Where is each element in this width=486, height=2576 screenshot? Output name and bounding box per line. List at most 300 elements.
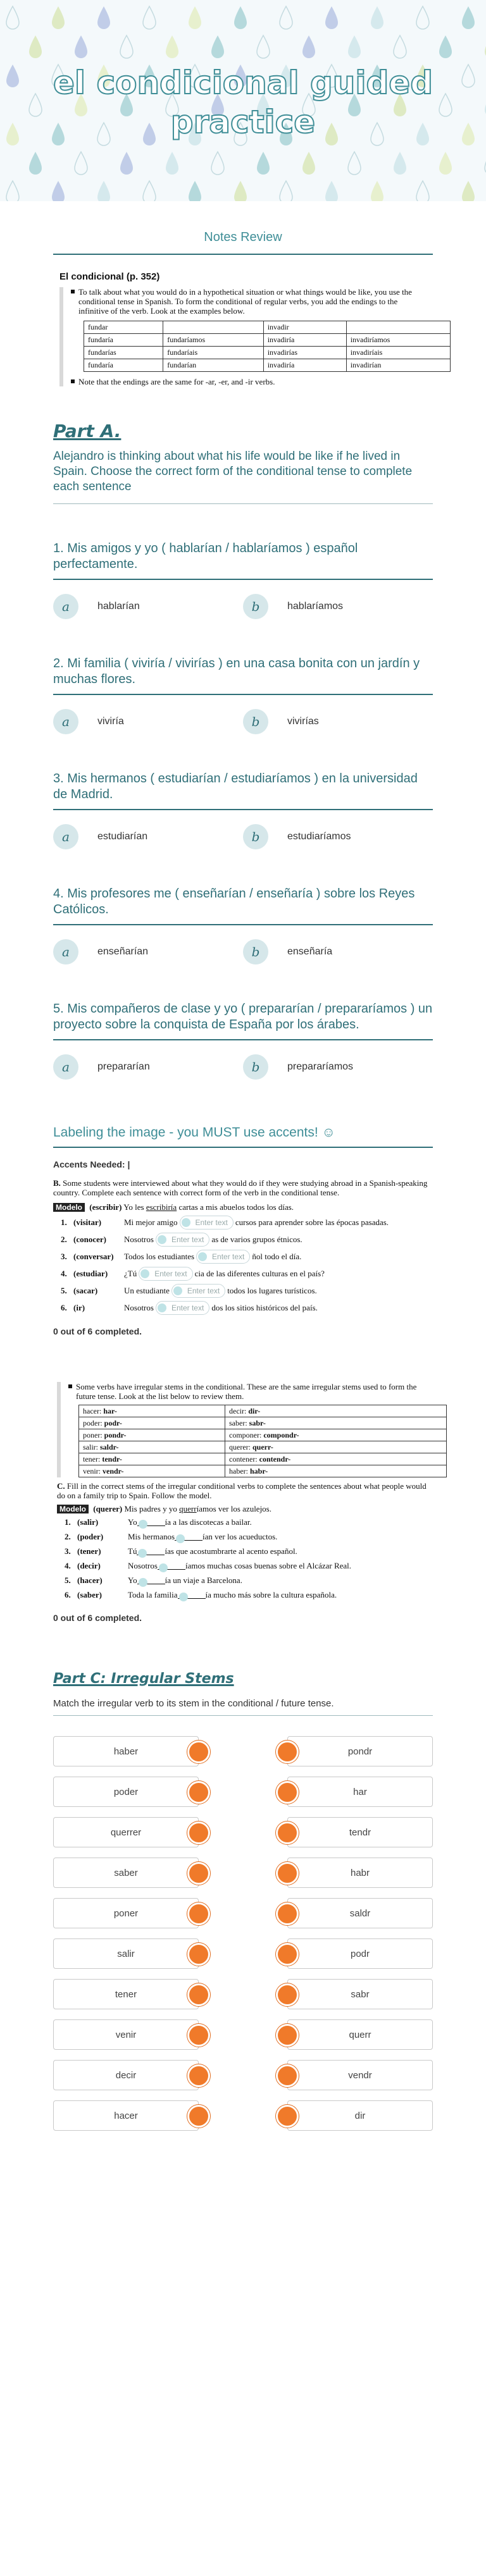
page-title: el condicional guided practice xyxy=(53,65,433,140)
match-source[interactable] xyxy=(53,2019,199,2050)
exercise-item xyxy=(53,1233,433,1247)
table-cell: fundarías xyxy=(84,347,163,359)
drop-handle[interactable] xyxy=(276,2024,299,2047)
exercise-item xyxy=(57,1531,433,1543)
drag-handle[interactable] xyxy=(187,2064,210,2087)
raindrop-shape xyxy=(394,35,406,58)
drop-handle[interactable] xyxy=(276,1983,299,2006)
option-label: prepararían xyxy=(97,1061,150,1072)
modelo-post: íamos ver los azulejos. xyxy=(196,1504,271,1513)
notes-heading: El condicional (p. 352) xyxy=(59,271,160,282)
raindrop-shape xyxy=(348,152,361,175)
modelo-badge: Modelo xyxy=(53,1203,85,1212)
answer-blank[interactable] xyxy=(137,1519,165,1526)
notes-bullet: To talk about what you would do in a hypothetical situation or what things would be like, you use the conditional tense in Spanish. To form the conditional of regular verbs, you add the endings to the infinitive of the verb. Look at the examples below. xyxy=(67,287,427,316)
match-label: dir xyxy=(354,2110,366,2121)
notes-section xyxy=(53,201,433,2174)
verb-stem: querr- xyxy=(252,1442,273,1451)
answer-option-b[interactable] xyxy=(243,939,433,964)
table-cell: fundarían xyxy=(163,359,263,372)
raindrop-shape xyxy=(52,6,65,29)
item-number: 6. xyxy=(65,1590,71,1599)
notes-image xyxy=(53,271,433,386)
item-pre: Yo xyxy=(128,1575,137,1585)
raindrop-shape xyxy=(29,152,42,175)
option-letter-a: a xyxy=(53,939,78,964)
item-number: 5. xyxy=(65,1575,71,1585)
irregular-stems-table xyxy=(78,1405,447,1477)
drop-handle[interactable] xyxy=(276,2064,299,2087)
item-verb: (visitar) xyxy=(73,1217,102,1227)
part-c-heading: Part C: Irregular Stems xyxy=(53,1671,234,1687)
drag-handle[interactable] xyxy=(187,1781,210,1804)
raindrop-shape xyxy=(325,6,338,29)
match-label: decir xyxy=(115,2069,137,2081)
raindrop-shape xyxy=(189,181,201,201)
input-placeholder: Enter text xyxy=(212,1252,245,1261)
question-block xyxy=(53,1001,433,1080)
answer-option-a[interactable] xyxy=(53,709,243,734)
table-row xyxy=(79,1465,447,1477)
drop-handle[interactable] xyxy=(276,1741,299,1763)
part-c-description: Match the irregular verb to its stem in the conditional / future tense. xyxy=(53,1698,433,1716)
instruction-text: Some students were interviewed about what they would do if they were studying abroad in a Spanish-speaking country. Complete each sentence with correct form of the verb in the conditional tense. xyxy=(53,1178,428,1197)
item-post: dos los sitios históricos del país. xyxy=(211,1303,318,1312)
option-label: estudiarían xyxy=(97,831,148,842)
raindrop-shape xyxy=(280,6,292,29)
raindrop-shape xyxy=(325,181,338,201)
item-post: ñol todo el día. xyxy=(252,1252,302,1261)
match-row xyxy=(53,1933,433,1974)
exercise-item xyxy=(53,1267,433,1281)
match-row xyxy=(53,1852,433,1893)
item-number: 6. xyxy=(61,1303,67,1312)
answer-option-b[interactable] xyxy=(243,1054,433,1080)
raindrop-shape xyxy=(52,181,65,201)
item-number: 3. xyxy=(61,1252,67,1261)
option-label: prepararíamos xyxy=(287,1061,354,1072)
match-label: podr xyxy=(350,1948,370,1959)
verb-name: tener: xyxy=(83,1454,103,1464)
drag-handle[interactable] xyxy=(187,1821,210,1844)
raindrop-shape xyxy=(439,152,452,175)
match-source[interactable] xyxy=(53,1817,199,1847)
option-label: hablarían xyxy=(97,601,140,612)
verb-stem: har- xyxy=(103,1406,117,1415)
table-cell: invadiríamos xyxy=(346,334,450,347)
raindrop-shape xyxy=(75,35,87,58)
option-label: estudiaríamos xyxy=(287,831,351,842)
option-label: hablaríamos xyxy=(287,601,344,612)
match-label: querr xyxy=(349,2029,371,2040)
modelo-row xyxy=(57,1504,433,1514)
question-text: 2. Mi familia ( viviría / vivirías ) en una casa bonita con un jardín y muchas flores. xyxy=(53,656,433,695)
table-row xyxy=(79,1429,447,1441)
match-row xyxy=(53,1812,433,1852)
answer-options xyxy=(53,939,433,964)
table-cell: fundaría xyxy=(84,359,163,372)
item-verb: (poder) xyxy=(77,1532,104,1541)
label-marker-icon xyxy=(158,1303,166,1312)
raindrop-shape xyxy=(6,181,19,201)
table-row xyxy=(84,334,451,347)
match-target[interactable] xyxy=(287,1898,433,1928)
verb-name: haber: xyxy=(229,1466,250,1476)
match-target[interactable] xyxy=(287,1777,433,1807)
answer-options xyxy=(53,1054,433,1080)
match-label: poder xyxy=(113,1786,139,1797)
table-cell: invadir xyxy=(263,321,346,334)
answer-input[interactable] xyxy=(196,1250,250,1264)
answer-option-a[interactable] xyxy=(53,594,243,619)
verb-name: saber: xyxy=(229,1418,249,1427)
label-marker-icon xyxy=(176,1534,185,1543)
answer-input[interactable] xyxy=(139,1267,192,1281)
verb-stem: saldr- xyxy=(100,1442,119,1451)
drop-handle[interactable] xyxy=(276,2105,299,2128)
match-source[interactable] xyxy=(53,1979,199,2009)
answer-blank[interactable] xyxy=(137,1577,165,1584)
question-block xyxy=(53,886,433,964)
match-source[interactable] xyxy=(53,1736,199,1766)
raindrop-shape xyxy=(189,6,201,29)
raindrop-shape xyxy=(120,152,133,175)
item-post: íamos muchas cosas buenas sobre el Alcázar Real. xyxy=(185,1561,352,1570)
table-cell xyxy=(79,1405,225,1417)
match-target[interactable] xyxy=(287,2019,433,2050)
answer-blank[interactable] xyxy=(178,1591,206,1599)
item-post: cia de las diferentes culturas en el país? xyxy=(194,1269,325,1278)
exercise-item xyxy=(53,1301,433,1315)
instruction-text: Fill in the correct stems of the irregular conditional verbs to complete the sentences about what people would do on a family trip to Spain. Follow the model. xyxy=(57,1481,427,1500)
drag-handle[interactable] xyxy=(187,1862,210,1885)
question-list xyxy=(53,541,433,1080)
label-marker-icon xyxy=(182,1218,190,1227)
match-source[interactable] xyxy=(53,1777,199,1807)
item-pre: Mis hermanos xyxy=(128,1532,175,1541)
raindrop-shape xyxy=(302,35,315,58)
table-cell xyxy=(79,1465,225,1477)
table-cell: fundar xyxy=(84,321,163,334)
notes-bullet: Note that the endings are the same for -ar, -er, and -ir verbs. xyxy=(67,377,427,386)
match-row xyxy=(53,2055,433,2095)
table-cell: invadiríais xyxy=(346,347,450,359)
question-text: 3. Mis hermanos ( estudiarían / estudiaríamos ) en la universidad de Madrid. xyxy=(53,771,433,810)
match-source[interactable] xyxy=(53,1898,199,1928)
modelo-verb: (escribir) xyxy=(89,1202,122,1212)
item-number: 4. xyxy=(65,1561,71,1570)
option-letter-b: b xyxy=(243,594,268,619)
option-label: vivirías xyxy=(287,716,319,727)
answer-blank[interactable] xyxy=(137,1548,165,1555)
verb-name: hacer: xyxy=(83,1406,104,1415)
matching-area xyxy=(53,1731,433,2174)
item-number: 2. xyxy=(65,1532,71,1541)
answer-input[interactable] xyxy=(180,1216,234,1229)
match-label: tener xyxy=(115,1988,137,2000)
question-text: 4. Mis profesores me ( enseñarían / enseñaría ) sobre los Reyes Católicos. xyxy=(53,886,433,925)
drag-handle[interactable] xyxy=(187,1943,210,1966)
label-marker-icon xyxy=(179,1593,188,1601)
table-cell xyxy=(225,1405,447,1417)
label-marker-icon xyxy=(139,1520,147,1529)
completed-count-b: 0 out of 6 completed. xyxy=(53,1326,142,1336)
table-row xyxy=(84,347,451,359)
item-post: ías que acostumbrarte al acento español. xyxy=(165,1546,297,1556)
drag-handle[interactable] xyxy=(187,2105,210,2128)
table-cell xyxy=(79,1417,225,1429)
verb-name: componer: xyxy=(229,1430,264,1439)
drag-handle[interactable] xyxy=(187,2024,210,2047)
modelo-row xyxy=(53,1202,433,1212)
table-cell xyxy=(225,1417,447,1429)
match-label: har xyxy=(353,1786,367,1797)
match-target[interactable] xyxy=(287,1817,433,1847)
match-label: querrer xyxy=(110,1827,142,1838)
label-marker-icon xyxy=(139,1578,147,1587)
match-target[interactable] xyxy=(287,1858,433,1888)
answer-option-a[interactable] xyxy=(53,824,243,849)
answer-input[interactable] xyxy=(171,1284,225,1298)
question-block xyxy=(53,541,433,619)
item-post: cursos para aprender sobre las épocas pasadas. xyxy=(235,1217,389,1227)
exercise-item xyxy=(53,1250,433,1264)
match-label: haber xyxy=(113,1746,139,1757)
verb-name: decir: xyxy=(229,1406,249,1415)
answer-option-b[interactable] xyxy=(243,594,433,619)
item-pre: Yo xyxy=(128,1517,137,1527)
label-marker-icon xyxy=(138,1549,147,1558)
match-row xyxy=(53,2095,433,2136)
item-pre: Mi mejor amigo xyxy=(124,1217,178,1227)
labeling-image-b xyxy=(53,1178,433,1315)
label-marker-icon xyxy=(140,1269,149,1278)
verb-stem: contendr- xyxy=(259,1454,291,1464)
accents-value: | xyxy=(127,1159,130,1169)
answer-option-a[interactable] xyxy=(53,1054,243,1080)
match-label: pondr xyxy=(347,1746,373,1757)
item-number: 1. xyxy=(65,1517,71,1527)
match-source[interactable] xyxy=(53,1938,199,1969)
item-verb: (tener) xyxy=(77,1546,101,1556)
match-row xyxy=(53,1893,433,1933)
table-row xyxy=(79,1441,447,1453)
part-a-description: Alejandro is thinking about what his life would be like if he lived in Spain. Choose the correct form of the conditional tense to complete each sentence xyxy=(53,449,433,504)
input-placeholder: Enter text xyxy=(154,1269,187,1278)
item-verb: (salir) xyxy=(77,1517,99,1527)
question-block xyxy=(53,656,433,734)
table-cell: fundaríais xyxy=(163,347,263,359)
input-placeholder: Enter text xyxy=(171,1303,204,1312)
item-post: ía mucho más sobre la cultura española. xyxy=(205,1590,337,1599)
label-marker-icon xyxy=(198,1252,207,1261)
modelo-badge: Modelo xyxy=(57,1505,89,1513)
answer-options xyxy=(53,709,433,734)
drop-handle[interactable] xyxy=(276,1781,299,1804)
match-source[interactable] xyxy=(53,1858,199,1888)
match-label: venir xyxy=(115,2029,137,2040)
verb-stem: tendr- xyxy=(102,1454,122,1464)
drop-handle[interactable] xyxy=(276,1862,299,1885)
raindrop-shape xyxy=(348,35,361,58)
option-label: enseñaría xyxy=(287,946,333,957)
match-row xyxy=(53,1974,433,2014)
item-number: 1. xyxy=(61,1217,67,1227)
verb-stem: pondr- xyxy=(104,1430,127,1439)
verb-stem: vendr- xyxy=(103,1466,124,1476)
raindrop-shape xyxy=(462,6,475,29)
table-cell: invadiría xyxy=(263,334,346,347)
item-verb: (saber) xyxy=(77,1590,102,1599)
table-cell xyxy=(163,321,263,334)
exercise-item xyxy=(57,1516,433,1529)
item-number: 4. xyxy=(61,1269,67,1278)
part-a-heading: Part A. xyxy=(53,421,122,441)
match-label: habr xyxy=(350,1867,370,1878)
raindrop-shape xyxy=(302,152,315,175)
match-row xyxy=(53,1772,433,1812)
exercise-item xyxy=(57,1560,433,1572)
item-pre: Nosotros xyxy=(124,1235,154,1244)
drop-handle[interactable] xyxy=(276,1821,299,1844)
table-cell: invadiría xyxy=(263,359,346,372)
instruction-letter: C. xyxy=(57,1481,65,1491)
match-target[interactable] xyxy=(287,1938,433,1969)
match-source[interactable] xyxy=(53,2100,199,2131)
raindrop-shape xyxy=(416,6,429,29)
drop-handle[interactable] xyxy=(276,1943,299,1966)
answer-input[interactable] xyxy=(156,1301,209,1315)
answer-option-a[interactable] xyxy=(53,939,243,964)
drag-handle[interactable] xyxy=(187,1983,210,2006)
match-label: saber xyxy=(114,1867,138,1878)
table-cell: invadirías xyxy=(263,347,346,359)
option-label: enseñarían xyxy=(97,946,149,957)
item-post: ían ver los acueductos. xyxy=(202,1532,278,1541)
raindrop-shape xyxy=(120,35,133,58)
modelo-post: cartas a mis abuelos todos los días. xyxy=(178,1202,294,1212)
accents-needed xyxy=(53,1159,433,1169)
verb-stem: podr- xyxy=(104,1418,122,1427)
match-source[interactable] xyxy=(53,2060,199,2090)
raindrop-shape xyxy=(97,6,110,29)
exercise-item xyxy=(57,1545,433,1558)
match-label: poner xyxy=(113,1907,139,1919)
input-placeholder: Enter text xyxy=(187,1286,220,1295)
drop-handle[interactable] xyxy=(276,1902,299,1925)
table-cell xyxy=(225,1429,447,1441)
input-placeholder: Enter text xyxy=(195,1218,228,1227)
verb-name: salir: xyxy=(83,1442,100,1451)
match-target[interactable] xyxy=(287,1736,433,1766)
input-placeholder: Enter text xyxy=(171,1235,204,1244)
exercise-item xyxy=(53,1284,433,1298)
verb-stem: habr- xyxy=(250,1466,268,1476)
table-cell xyxy=(79,1429,225,1441)
verb-stem: dir- xyxy=(248,1406,261,1415)
label-marker-icon xyxy=(159,1563,168,1572)
answer-option-b[interactable] xyxy=(243,824,433,849)
match-target[interactable] xyxy=(287,2060,433,2090)
match-label: vendr xyxy=(348,2069,372,2081)
verb-stem: compondr- xyxy=(263,1430,299,1439)
item-pre: ¿Tú xyxy=(124,1269,137,1278)
option-letter-b: b xyxy=(243,709,268,734)
item-verb: (ir) xyxy=(73,1303,85,1312)
raindrop-shape xyxy=(439,35,452,58)
option-letter-a: a xyxy=(53,1054,78,1080)
accents-label: Accents Needed: xyxy=(53,1159,125,1169)
raindrop-shape xyxy=(462,181,475,201)
drag-handle[interactable] xyxy=(187,1741,210,1763)
raindrop-shape xyxy=(211,35,224,58)
item-verb: (hacer) xyxy=(77,1575,103,1585)
labeling-title: Labeling the image - you MUST use accents! ☺ xyxy=(53,1125,433,1148)
item-number: 3. xyxy=(65,1546,71,1556)
item-verb: (estudiar) xyxy=(73,1269,108,1278)
completed-count-c: 0 out of 6 completed. xyxy=(53,1613,142,1623)
item-verb: (decir) xyxy=(77,1561,101,1570)
table-row xyxy=(79,1453,447,1465)
item-post: todos los lugares turísticos. xyxy=(227,1286,317,1295)
raindrop-shape xyxy=(371,6,383,29)
answer-options xyxy=(53,594,433,619)
item-number: 2. xyxy=(61,1235,67,1244)
match-label: hacer xyxy=(114,2110,138,2121)
raindrop-shape xyxy=(280,181,292,201)
answer-blank[interactable] xyxy=(158,1562,185,1570)
item-pre: Un estudiante xyxy=(124,1286,170,1295)
raindrop-shape xyxy=(257,152,270,175)
irregular-notes xyxy=(57,1382,433,1477)
raindrop-shape xyxy=(75,152,87,175)
table-cell xyxy=(346,321,450,334)
modelo-pre: Mis padres y yo xyxy=(124,1504,177,1513)
question-text: 5. Mis compañeros de clase y yo ( prepararían / prepararíamos ) un proyecto sobre la conquista de España por los árabes. xyxy=(53,1001,433,1040)
table-cell: invadirían xyxy=(346,359,450,372)
irregular-bullet: Some verbs have irregular stems in the conditional. These are the same irregular stems used to form the future tense. Look at the list below to review them. xyxy=(65,1382,433,1401)
answer-options xyxy=(53,824,433,849)
option-letter-a: a xyxy=(53,824,78,849)
item-pre: Nosotros xyxy=(124,1303,154,1312)
match-label: salir xyxy=(117,1948,135,1959)
item-post: as de varios grupos étnicos. xyxy=(211,1235,302,1244)
table-cell: fundaríamos xyxy=(163,334,263,347)
raindrop-shape xyxy=(29,35,42,58)
raindrop-shape xyxy=(416,181,429,201)
raindrop-shape xyxy=(371,181,383,201)
raindrop-shape xyxy=(143,181,156,201)
modelo-answer: escribiría xyxy=(146,1202,177,1212)
answer-input[interactable] xyxy=(156,1233,209,1247)
match-target[interactable] xyxy=(287,2100,433,2131)
answer-option-b[interactable] xyxy=(243,709,433,734)
answer-blank[interactable] xyxy=(175,1533,202,1541)
option-letter-b: b xyxy=(243,1054,268,1080)
table-cell: fundaría xyxy=(84,334,163,347)
item-pre: Nosotros xyxy=(128,1561,158,1570)
verb-name: venir: xyxy=(83,1466,103,1476)
item-post: ía un viaje a Barcelona. xyxy=(165,1575,242,1585)
match-target[interactable] xyxy=(287,1979,433,2009)
header-banner xyxy=(0,0,486,201)
modelo-verb: (querer) xyxy=(93,1504,123,1513)
table-row xyxy=(84,321,451,334)
label-marker-icon xyxy=(173,1286,182,1295)
drag-handle[interactable] xyxy=(187,1902,210,1925)
items-c xyxy=(57,1516,433,1601)
table-cell xyxy=(79,1441,225,1453)
